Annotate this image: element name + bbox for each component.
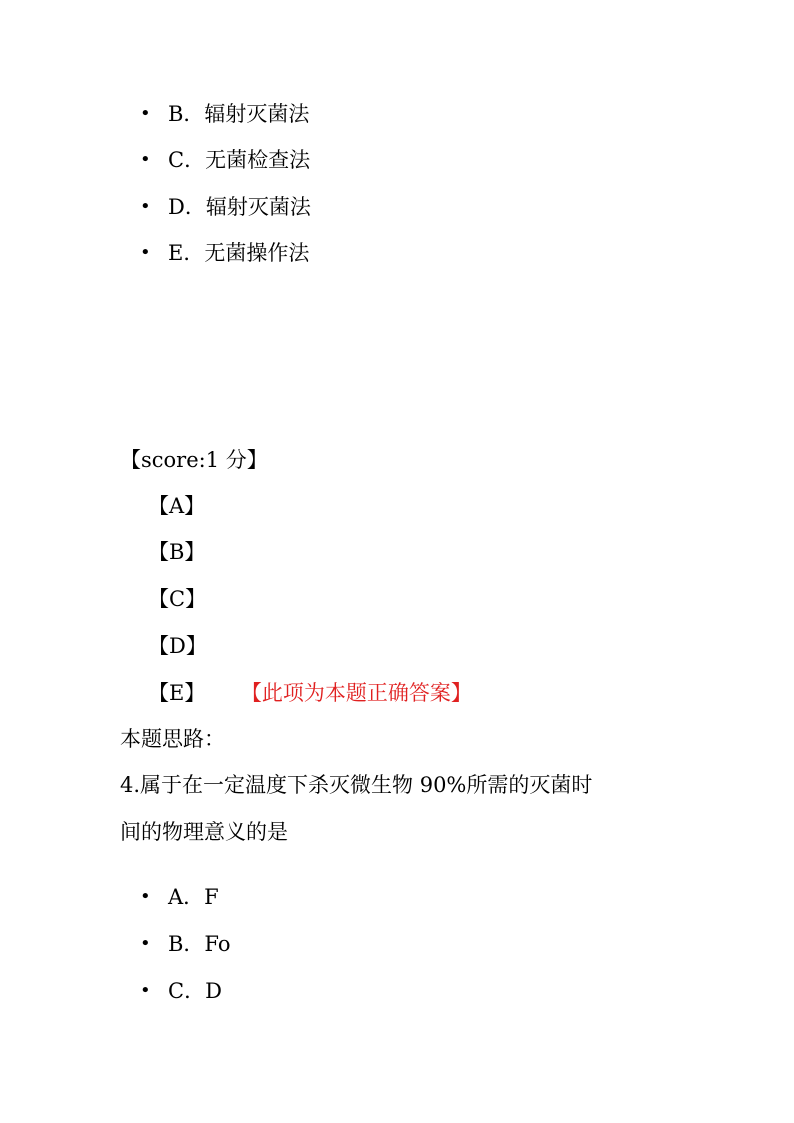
- bullet-icon: •: [140, 242, 151, 263]
- bullet-icon: •: [140, 196, 151, 217]
- solution-idea-label: 本题思路：: [120, 727, 225, 751]
- option-text: B．Fo: [168, 932, 231, 956]
- answer-option: [148, 584, 206, 614]
- option-item: [140, 145, 310, 175]
- option-item: [140, 192, 311, 222]
- answer-label: 【C】: [148, 587, 207, 611]
- option-text: A．F: [168, 885, 219, 909]
- answer-option: [148, 537, 205, 567]
- answer-label: 【A】: [148, 494, 206, 518]
- option-text: B．辐射灭菌法: [168, 102, 310, 126]
- bullet-icon: •: [140, 933, 151, 954]
- answer-option: [148, 491, 205, 521]
- score-label: 【score:1 分】: [120, 448, 268, 472]
- bullet-icon: •: [140, 886, 151, 907]
- bullet-icon: •: [140, 149, 151, 170]
- option-text: E．无菌操作法: [168, 241, 310, 265]
- answer-label: 【D】: [148, 634, 207, 658]
- option-item: [140, 238, 309, 268]
- question-text-line: 4.属于在一定温度下杀灭微生物 90%所需的灭菌时: [120, 773, 593, 797]
- answer-option: [148, 631, 207, 661]
- option-item: [140, 882, 219, 912]
- answer-option: [148, 678, 472, 708]
- bullet-icon: •: [140, 980, 151, 1001]
- option-item: [140, 99, 309, 129]
- option-text: C．无菌检查法: [168, 148, 311, 172]
- option-item: [140, 929, 231, 959]
- option-text: C．D: [168, 979, 222, 1003]
- option-text: D．辐射灭菌法: [168, 195, 311, 219]
- answer-label: 【B】: [148, 540, 206, 564]
- option-item: [140, 976, 222, 1006]
- question-text-line: 间的物理意义的是: [120, 820, 288, 844]
- bullet-icon: •: [140, 103, 151, 124]
- answer-label: 【E】: [148, 681, 206, 705]
- correct-answer-marker: 【此项为本题正确答案】: [251, 681, 472, 705]
